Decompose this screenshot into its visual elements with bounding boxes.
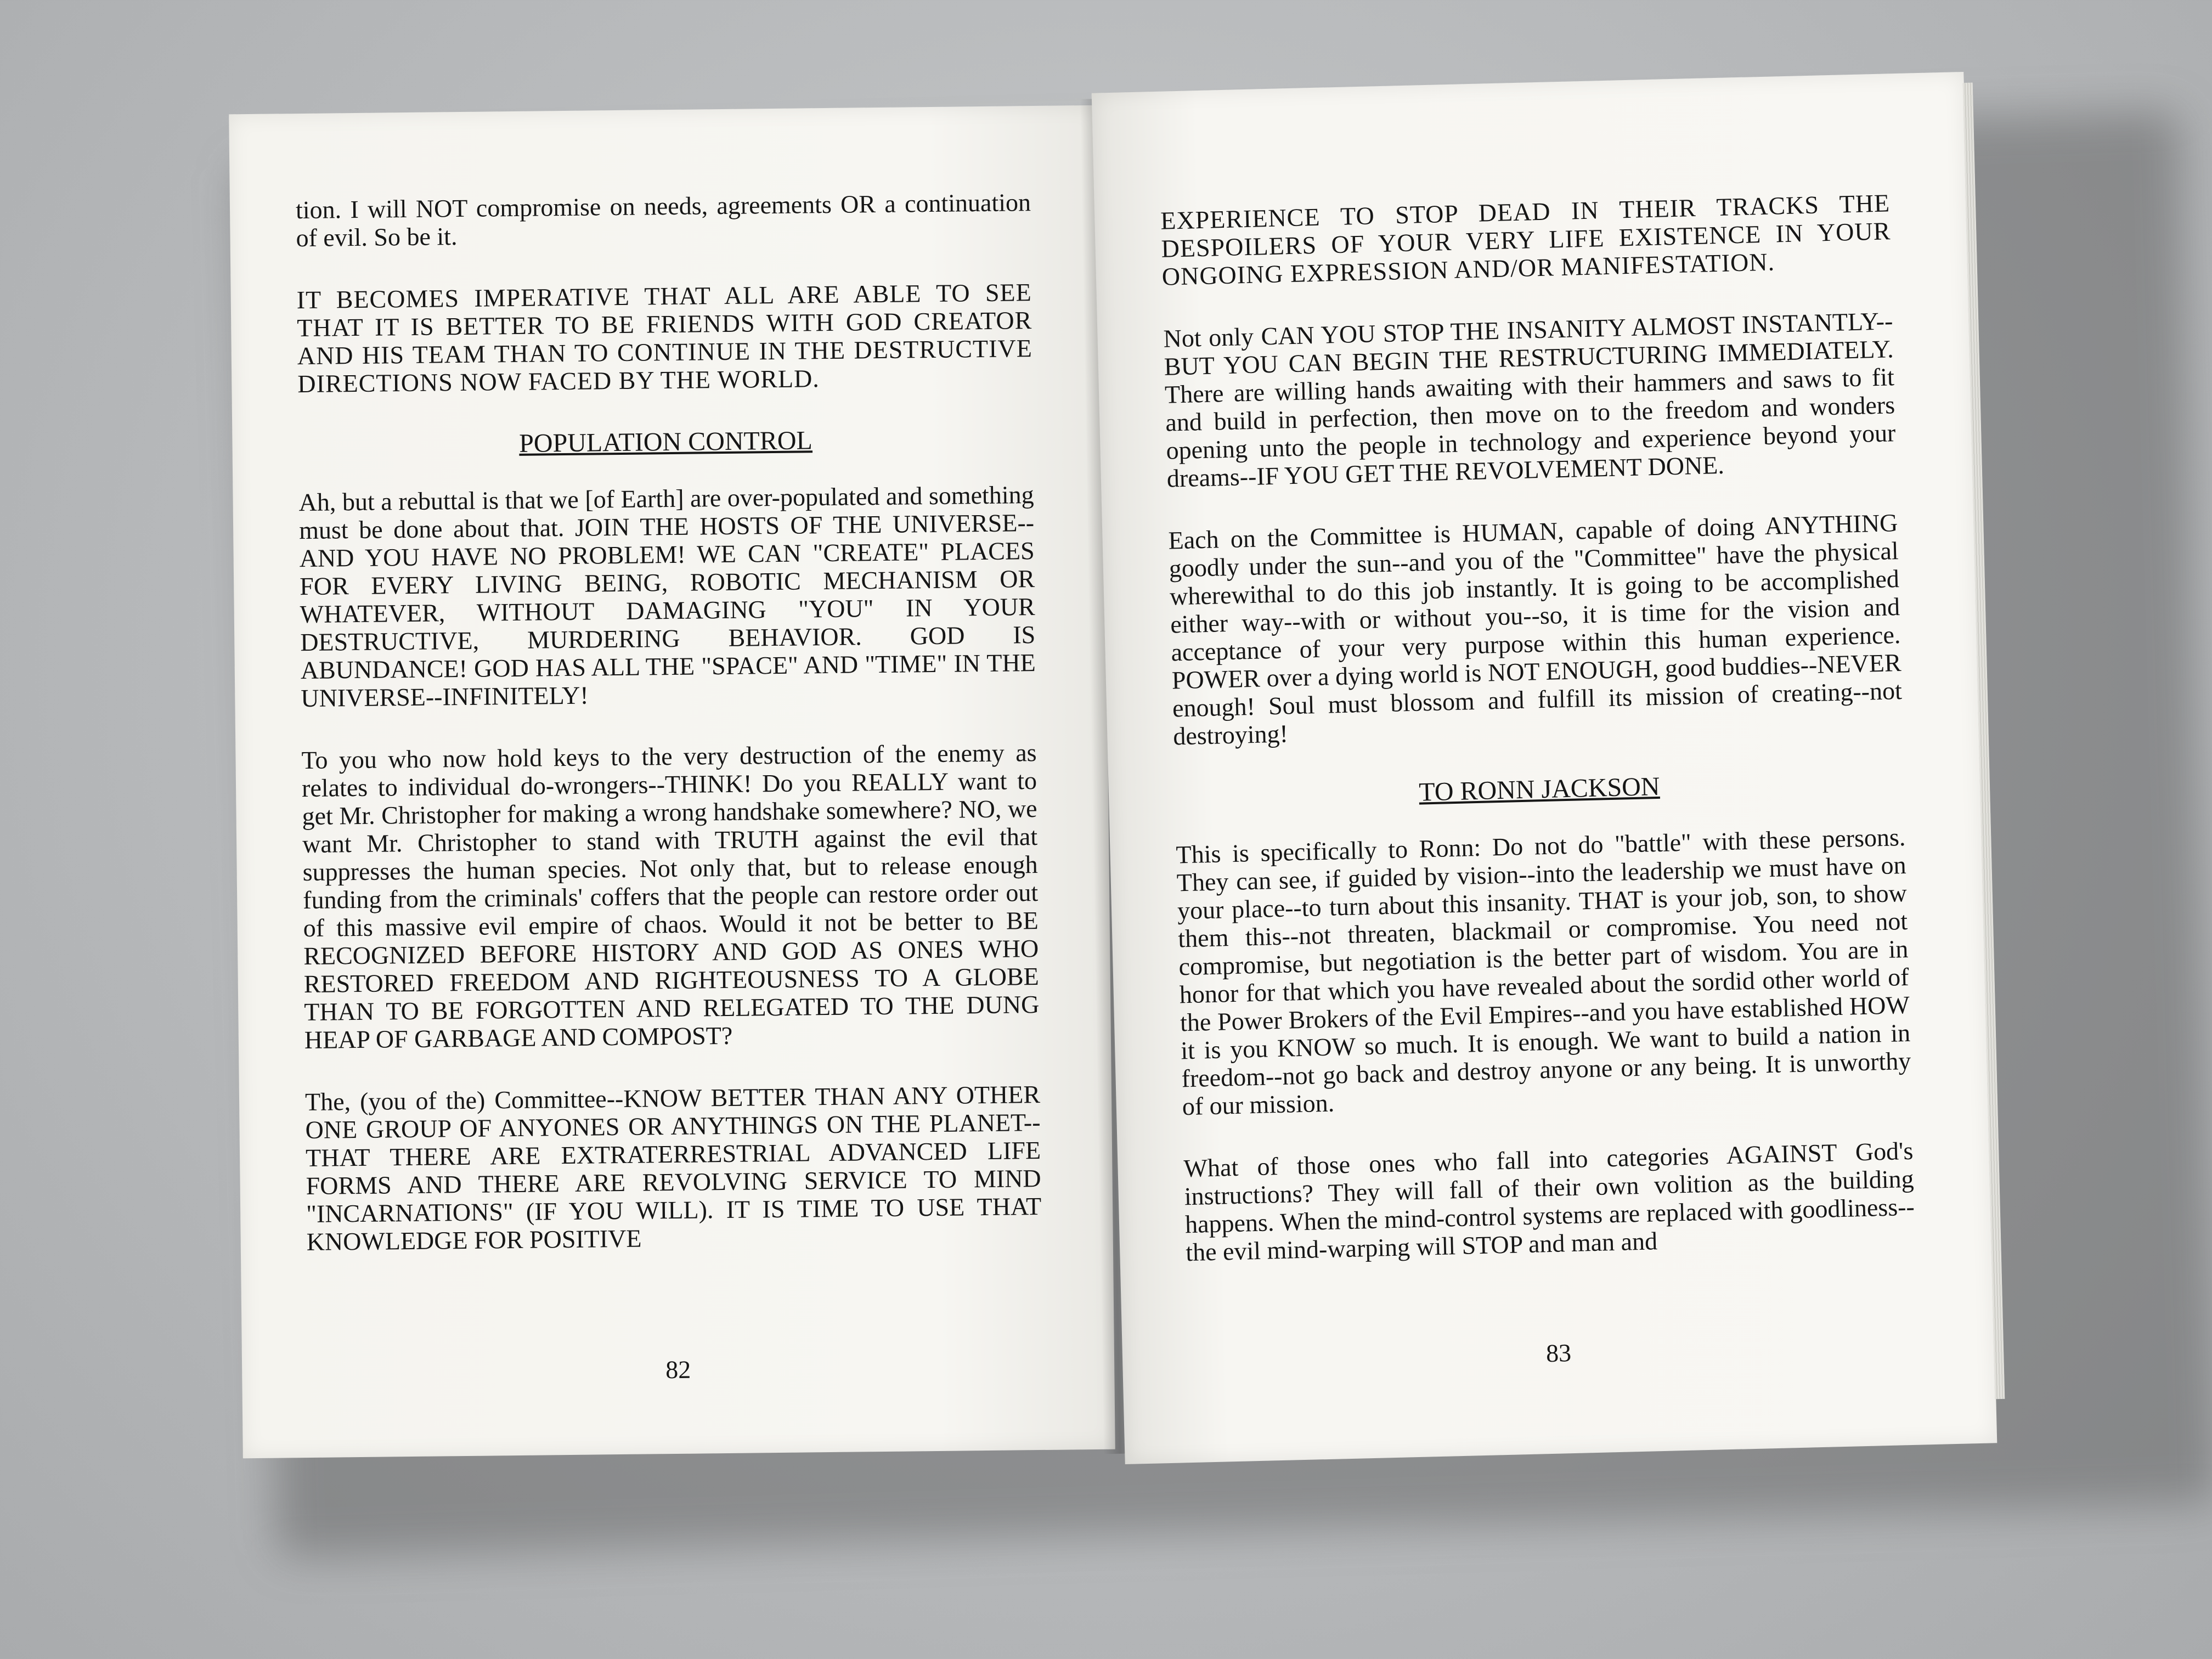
right-page-text xyxy=(1160,189,1916,1300)
left-heading-population-control: POPULATION CONTROL xyxy=(518,426,813,458)
left-paragraph-3: Ah, but a rebuttal is that we [of Earth] are over-populated and something must be done about that. JOIN THE HOSTS OF THE UNIVERSE--AND YOU HAVE NO PROBLEM! WE CAN "CREATE" PLACES FOR EVERY LIVING BEING, ROBOTIC MECHANISM OR WHATEVER, WITHOUT DAMAGING "YOU" IN YOUR DESTRUCTIVE, MURDERING BEHAVIOR. GOD IS ABUNDANCE! GOD HAS ALL THE "SPACE" AND "TIME" IN THE UNIVERSE--INFINITELY! xyxy=(298,481,1036,713)
right-paragraph-5: What of those ones who fall into categories AGAINST God's instructions? They will fall of their own volition as the building happens. When the mind-control systems are replaced with goodliness--the evil mind-warping will STOP and man and xyxy=(1183,1136,1915,1267)
right-paragraph-3: Each on the Committee is HUMAN, capable of doing ANYTHING goodly under the sun--and you of the "Committee" have the physical wherewithal to do this job instantly. It is going to be accomplished either way--with or without you--so, it is time for the vision and acceptance of your very purpose within this human experience. POWER over a dying world is NOT ENOUGH, good buddies--NEVER enough! Soul must blossom and fulfill its mission of creating--not destroying! xyxy=(1168,509,1903,751)
right-page-number: 83 xyxy=(1545,1339,1572,1368)
left-paragraph-4: To you who now hold keys to the very destruction of the enemy as relates to individual do-wrongers--THINK! Do you REALLY want to get Mr. Christopher for making a wrong handshake somewhere? NO, we want Mr. Christopher to stand with TRUTH against the evil that suppresses the human species. Not only that, but to release enough funding from the criminals' coffers that the people can restore order out of this massive evil empire of chaos. Would it not be better to BE RECOGNIZED BEFORE HISTORY AND GOD AS ONES WHO RESTORED FREEDOM AND RIGHTEOUSNESS TO A GLOBE THAN TO BE FORGOTTEN AND RELEGATED TO THE DUNG HEAP OF GARBAGE AND COMPOST? xyxy=(301,738,1040,1054)
left-page-number: 82 xyxy=(665,1355,691,1384)
left-paragraph-1: tion. I will NOT compromise on needs, agreements OR a continuation of evil. So be it. xyxy=(295,188,1031,252)
left-paragraph-5: The, (you of the) Committee--KNOW BETTER THAN ANY OTHER ONE GROUP OF ANYONES OR ANYTHINGS ON THE PLANET--THAT THERE ARE EXTRATERRESTRIAL ADVANCED LIFE FORMS AND THERE ARE REVOLVING SERVICE TO MIND "INCARNATIONS" (IF YOU WILL). IT IS TIME TO USE THAT KNOWLEDGE FOR POSITIVE xyxy=(304,1080,1042,1256)
right-paragraph-4: This is specifically to Ronn: Do not do "battle" with these persons. They can see, if guided by vision--into the leadership we must have on your place--to turn about this insanity. THAT is your job, son, to show them this--not threaten, blackmail or compromise. You need not compromise, but negotiation is the better part of wisdom. You are in honor for that which you have revealed about the sordid other world of the Power Brokers of the Evil Empires--and you have established HOW it is you KNOW so much. It is enough. We want to build a nation in freedom--not go back and destroy anyone or any being. It is unworthy of our mission. xyxy=(1176,822,1911,1121)
right-paragraph-1: EXPERIENCE TO STOP DEAD IN THEIR TRACKS THE DESPOILERS OF YOUR VERY LIFE EXISTENCE IN YOUR ONGOING EXPRESSION AND/OR MANIFESTATION. xyxy=(1160,189,1891,291)
right-page xyxy=(1092,72,1997,1464)
left-paragraph-2: IT BECOMES IMPERATIVE THAT ALL ARE ABLE TO SEE THAT IT IS BETTER TO BE FRIENDS WITH GOD CREATOR AND HIS TEAM THAN TO CONTINUE IN THE DESTRUCTIVE DIRECTIONS NOW FACED BY THE WORLD. xyxy=(296,278,1033,398)
right-paragraph-2: Not only CAN YOU STOP THE INSANITY ALMOST INSTANTLY--BUT YOU CAN BEGIN THE RESTRUCTURING IMMEDIATELY. There are willing hands awaiting with their hammers and saws to fit and build in perfection, then move on to the freedom and wonders opening unto the people in technology and experience beyond your dreams--IF YOU GET THE REVOLVEMENT DONE. xyxy=(1163,307,1896,493)
right-heading-to-ronn-jackson: TO RONN JACKSON xyxy=(1418,771,1661,807)
left-page-text xyxy=(296,188,1042,1290)
left-page xyxy=(229,105,1115,1459)
